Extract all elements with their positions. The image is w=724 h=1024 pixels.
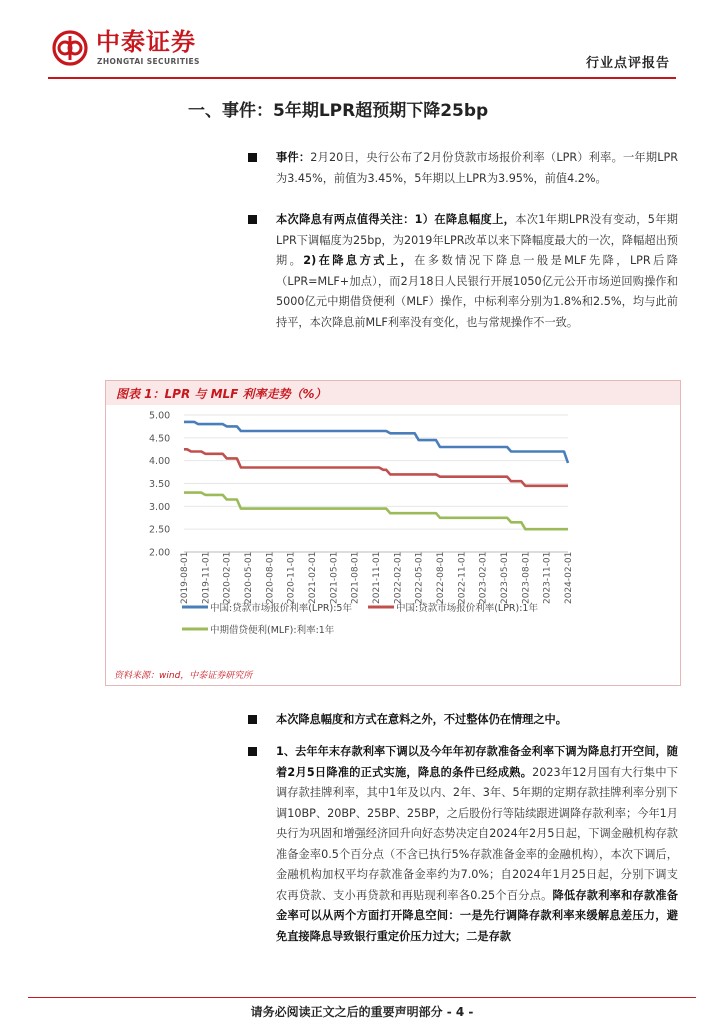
bullet-body: 2023年12月国有大行集中下调存款挂牌利率，其中1年及以内、2年、3年、5年期的定期存款挂牌利率分别下调10BP、20BP、25BP、25BP，之后股份行等陆续跟进调降存款利率；今年1月央行为巩固和增强经济回升向好态势决定自2024年2月5日起，下调金融机构存款准备金率0.5个百分点（不含已执行5%存款准备金率的金融机构），本次下调后，金融机构加权平均存款准备金率约为7.0%；自2024年1月25日起，分别下调支农再贷款、支小再贷款和再贴现利率各0.25个百分点。 [276, 765, 678, 902]
bullet-square-icon [248, 153, 257, 162]
page-header [0, 0, 724, 80]
bullet-text [276, 742, 678, 947]
chart-title-bar [106, 381, 680, 405]
x-tick-label: 2022-05-01 [414, 551, 425, 604]
series-line-3 [184, 493, 568, 530]
bullet-square-icon [248, 215, 257, 224]
x-tick-label: 2020-02-01 [222, 551, 233, 604]
bullet-summary [248, 710, 678, 731]
y-tick-label: 3.50 [149, 479, 171, 490]
bullet-highlights [248, 210, 678, 333]
bullet-square-icon [248, 715, 257, 724]
company-name-en: ZHONGTAI SECURITIES [97, 57, 200, 66]
chart-title: 图表 1：LPR 与 MLF 利率走势（%） [116, 387, 327, 401]
bullet-body: 在多数情况下降息一般是MLF先降，LPR后降（LPR=MLF+加点），而2月18日人民银行开展1050亿元公开市场逆回购操作和5000亿元中期借贷便利（MLF）操作，中标利率分别为1.8%和2.5%，均与此前持平，本次降息前MLF利率没有变化，也与常规操作不一致。 [276, 254, 678, 329]
x-tick-label: 2022-08-01 [436, 551, 446, 604]
page-footer: 请务必阅读正文之后的重要声明部分 - 4 - [250, 1005, 474, 1019]
bullet-text [276, 148, 678, 189]
bullet-square-icon [248, 747, 257, 756]
report-type-label: 行业点评报告 [585, 56, 670, 71]
x-tick-label: 2021-08-01 [350, 551, 361, 604]
x-tick-label: 2024-02-01 [564, 551, 574, 604]
y-tick-label: 2.00 [149, 547, 171, 559]
x-tick-label: 2023-11-01 [542, 551, 553, 604]
bullet-text [276, 710, 678, 731]
section-title: 一、事件：5年期LPR超预期下降25bp [188, 101, 489, 121]
bullet-lead: 1、去年年末存款利率下调以及今年年初存款准备金利率下调为降息打开空间，随着2月5日降准的正式实施，降息的条件已经成熟。 [276, 745, 678, 779]
bullet-text [276, 210, 678, 333]
bullet-lead: 降低存款利率和存款准备金率可以从两个方面打开降息空间：一是先行调降存款利率来缓解息差压力，避免直接降息导致银行重定价压力过大；二是存款 [276, 888, 678, 943]
bullet-lead: 本次降息幅度和方式在意料之外，不过整体仍在情理之中。 [276, 713, 567, 726]
x-tick-label: 2021-11-01 [372, 551, 382, 604]
bullet-reason-1 [248, 742, 678, 947]
x-tick-label: 2021-02-01 [308, 551, 318, 604]
y-tick-label: 4.50 [149, 433, 171, 445]
legend-label: 中期借贷便利(MLF):利率:1年 [210, 625, 335, 636]
x-tick-label: 2023-08-01 [521, 551, 532, 604]
x-tick-label: 2019-08-01 [180, 551, 190, 604]
x-tick-label: 2023-05-01 [500, 551, 510, 604]
company-name-cn: 中泰证券 [96, 28, 196, 56]
x-tick-label: 2020-08-01 [265, 551, 276, 604]
series-line-2 [184, 449, 568, 486]
footer-divider [28, 997, 696, 998]
company-logo-icon [52, 30, 88, 66]
y-tick-label: 2.50 [149, 524, 171, 536]
y-tick-label: 5.00 [149, 410, 171, 422]
header-divider [48, 77, 676, 79]
chart-source: 资料来源：wind，中泰证券研究所 [114, 671, 253, 681]
legend-label: 中国:贷款市场报价利率(LPR):1年 [396, 603, 538, 614]
bullet-lead: 事件： [276, 151, 311, 164]
x-tick-label: 2020-11-01 [286, 551, 297, 604]
bullet-lead: 2)在降息方式上， [303, 254, 415, 267]
y-tick-label: 3.00 [149, 501, 171, 513]
x-tick-label: 2019-11-01 [201, 551, 212, 604]
x-tick-label: 2022-02-01 [393, 551, 404, 604]
bullet-event [248, 148, 678, 189]
bullet-body: 本次1年期LPR没有变动，5年期LPR下调幅度为25bp，为2019年LPR改革以来下降幅度最大的一次，降幅超出预期。 [276, 213, 678, 267]
series-line-1 [184, 422, 568, 463]
lpr-mlf-line-chart [106, 405, 680, 667]
x-tick-label: 2020-05-01 [244, 551, 254, 604]
chart-figure [105, 380, 681, 686]
y-tick-label: 4.00 [149, 456, 171, 468]
x-tick-label: 2021-05-01 [329, 551, 340, 604]
bullet-body: 2月20日，央行公布了2月份贷款市场报价利率（LPR）利率。一年期LPR为3.45%，前值为3.45%，5年期以上LPR为3.95%，前值4.2%。 [276, 151, 678, 185]
x-tick-label: 2022-11-01 [457, 551, 468, 604]
legend-label: 中国:贷款市场报价利率(LPR):5年 [210, 603, 352, 614]
bullet-lead: 本次降息有两点值得关注：1）在降息幅度上， [276, 213, 516, 226]
x-tick-label: 2023-02-01 [478, 551, 489, 604]
